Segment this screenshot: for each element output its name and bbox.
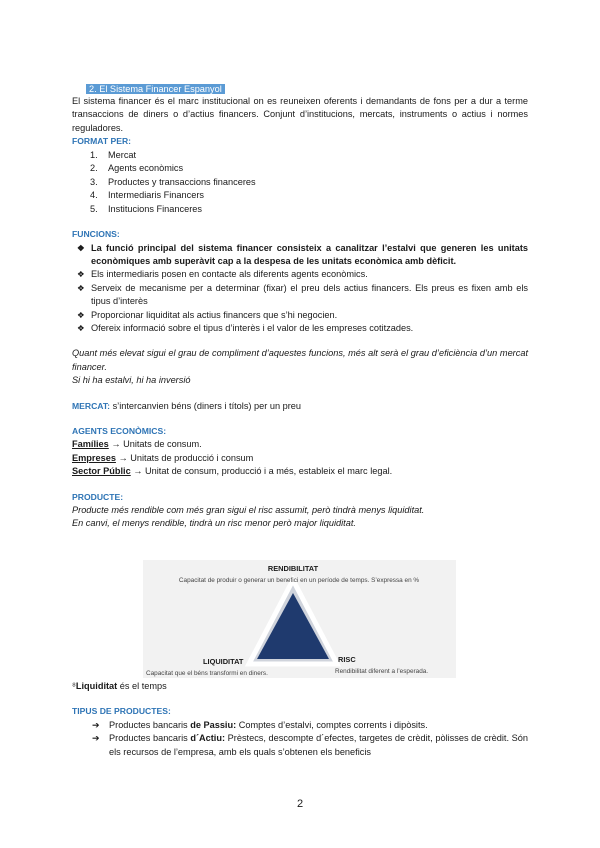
producte-line-2: En canvi, el menys rendible, tindrà un risc menor però major liquiditat.	[72, 518, 356, 529]
diamond-bullet-icon: ❖	[77, 322, 85, 333]
diagram-left-desc: Capacitat que el béns transformi en diners.	[146, 670, 268, 677]
format-title: FORMAT PER:	[72, 136, 132, 147]
funcions-title: FUNCIONS:	[72, 229, 120, 240]
document-page-bottom	[72, 680, 528, 759]
arrow-bullet-icon: ➔	[92, 719, 100, 730]
agents-title: AGENTS ECONÒMICS:	[72, 426, 167, 436]
list-item: ❖ Proporcionar liquiditat als actius financers que s’hi negocien.	[72, 309, 528, 322]
diamond-bullet-icon: ❖	[77, 269, 85, 280]
list-item: 3. Productes y transaccions financeres	[90, 176, 256, 187]
diamond-bullet-icon: ❖	[77, 282, 85, 293]
intro-paragraph: El sistema financer és el marc institucional on es reuneixen oferents i demandants de fons per a dur a terme transaccions de diners o d’actius financers. Conjunt d’institucions, mercats, instruments o actius i normes reguladores.	[72, 96, 528, 133]
document-page	[72, 84, 528, 531]
funcions-list	[72, 242, 528, 336]
tipus-list	[72, 719, 528, 759]
list-item: 2. Agents econòmics	[90, 163, 184, 174]
list-item: 5. Institucions Financeres	[90, 203, 202, 214]
footnote-line: ⁸Liquiditat és el temps	[72, 681, 167, 691]
diamond-bullet-icon: ❖	[77, 242, 85, 253]
diagram-top-desc: Capacitat de produir o generar un benefici en un període de temps. S’expressa en %	[178, 577, 420, 584]
efficiency-note: Quant més elevat sigui el grau de compliment d’aquestes funcions, més alt serà el grau d’eficiència d’un mercat financer.	[72, 348, 528, 372]
mercat-line: MERCAT: s’intercanvien béns (diners i títols) per un preu	[72, 400, 302, 411]
agent-row: Sector Públic → Unitat de consum, producció i a més, estableix el marc legal.	[72, 466, 393, 477]
diagram-top-label: RENDIBILITAT	[267, 564, 319, 573]
producte-title: PRODUCTE:	[72, 491, 124, 502]
page-number: 2	[296, 798, 304, 810]
list-item: ❖ La funció principal del sistema financer consisteix a canalitzar l’estalvi que generen les unitats econòmiques amb superàvit cap a la despesa de les unitats econòmica amb dèficit.	[77, 242, 528, 266]
list-item: ➔ Productes bancaris d´Actiu: Prèstecs, descompte d´efectes, targetes de crèdit, pòlisses de crèdit. Són els recursos de l’empresa, amb els quals s’obtenen els beneficis	[92, 733, 528, 757]
list-item: ❖ Ofereix informació sobre el tipus d’interès i el valor de les empreses cotitzades.	[72, 322, 528, 335]
arrow-bullet-icon: ➔	[92, 733, 100, 744]
list-item: ❖ Serveix de mecanisme per a determinar (fixar) el preu dels actius financers. Els preus es fixen amb els tipus d’interès	[77, 282, 528, 307]
list-item: 4. Intermediaris Financers	[90, 190, 204, 201]
saving-note: Si hi ha estalvi, hi ha inversió	[72, 375, 191, 386]
producte-line-1: Producte més rendible com més gran sigui el risc assumit, però tindrà menys liquiditat.	[72, 505, 425, 516]
list-item: 1. Mercat	[90, 149, 137, 160]
triangle-graphic	[143, 560, 456, 678]
list-item: ➔ Productes bancaris de Passiu: Comptes d’estalvi, comptes corrents i dipòsits.	[72, 719, 528, 732]
risk-return-diagram	[143, 560, 456, 678]
section-heading: 2. El Sistema Financer Espanyol	[86, 84, 225, 94]
agent-row: Famílies → Unitats de consum.	[72, 439, 202, 450]
diagram-right-label: RISC	[338, 655, 356, 664]
agent-row: Empreses → Unitats de producció i consum	[72, 452, 254, 463]
list-item: ❖ Els intermediaris posen en contacte als diferents agents econòmics.	[72, 268, 528, 281]
diagram-right-desc: Rendibilitat diferent a l’esperada.	[335, 668, 429, 675]
diagram-left-label: LIQUIDITAT	[203, 657, 244, 666]
tipus-title: TIPUS DE PRODUCTES:	[72, 706, 171, 717]
diamond-bullet-icon: ❖	[77, 309, 85, 320]
format-list	[72, 149, 528, 217]
